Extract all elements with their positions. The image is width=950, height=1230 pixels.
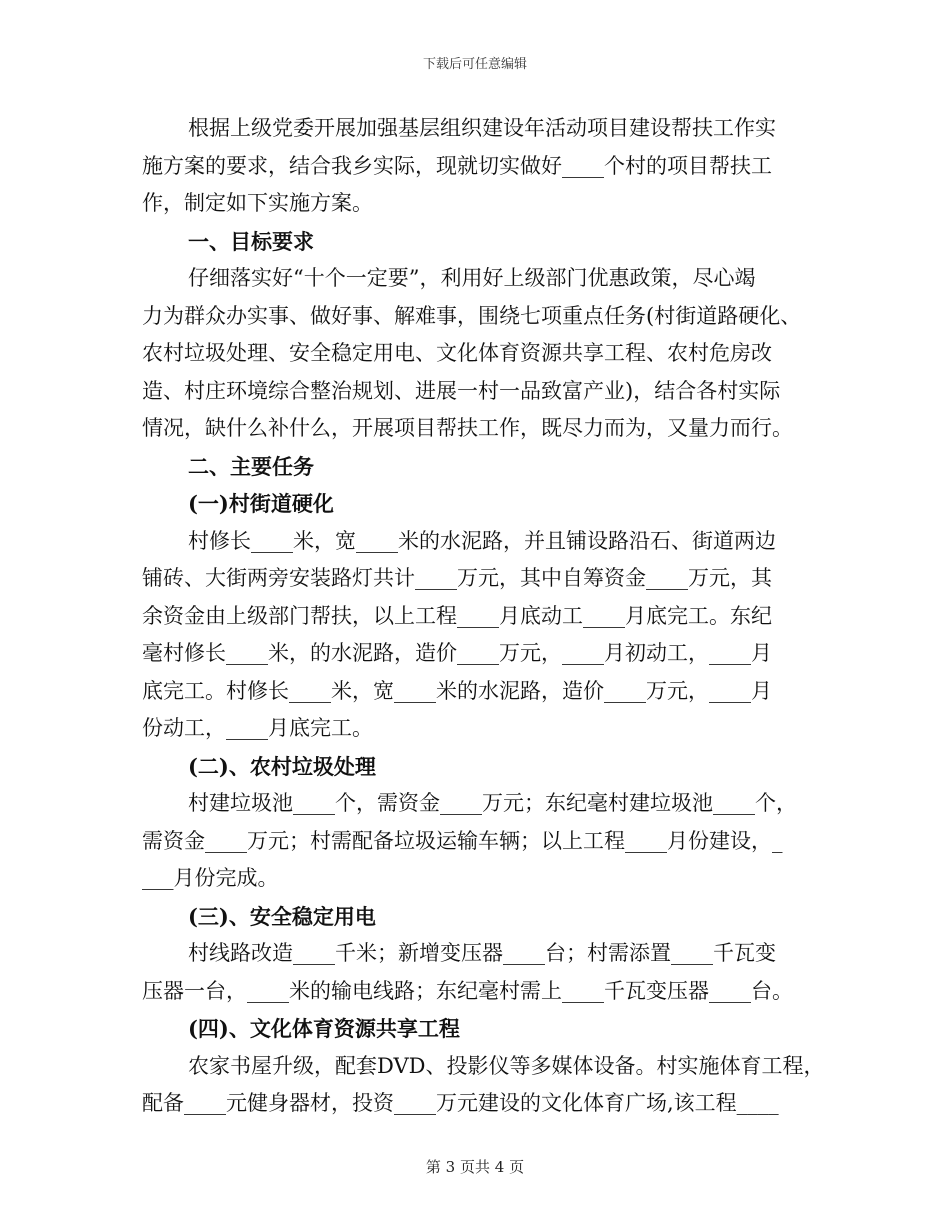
- paragraph-line: 份动工，____月底完工。: [142, 716, 373, 740]
- paragraph-line: 作，制定如下实施方案。: [142, 191, 373, 215]
- paragraph-line: 村建垃圾池____个，需资金____万元；东纪毫村建垃圾池____个，: [188, 791, 797, 815]
- section-heading: 二、主要任务: [188, 453, 314, 479]
- paragraph-line: ___月份完成。: [142, 866, 279, 890]
- paragraph-line: 压器一台，____米的输电线路；东纪毫村需上____千瓦变压器____台。: [142, 978, 793, 1003]
- paragraph-line: 余资金由上级部门帮扶，以上工程____月底动工____月底完工。东纪: [142, 603, 772, 628]
- paragraph-line: 农村垃圾处理、安全稳定用电、文化体育资源共享工程、农村危房改: [142, 341, 772, 365]
- section-heading: 一、目标要求: [188, 228, 314, 254]
- subsection-heading: (四)、文化体育资源共享工程: [188, 1016, 460, 1041]
- paragraph-line: 力为群众办实事、做好事、解难事，围绕七项重点任务(村街道路硬化、: [142, 303, 802, 328]
- paragraph-line: 需资金____万元；村需配备垃圾运输车辆；以上工程____月份建设，_: [142, 828, 783, 853]
- paragraph-line: 配备____元健身器材，投资____万元建设的文化体育广场,该工程____: [142, 1091, 779, 1115]
- paragraph-line: 村线路改造____千米；新增变压器____台；村需添置____千瓦变: [188, 941, 776, 965]
- page-footer: 第 3 页共 4 页: [425, 1158, 525, 1176]
- paragraph-line: 毫村修长____米，的水泥路，造价____万元，____月初动工，____月: [142, 641, 772, 665]
- paragraph-line: 仔细落实好“十个一定要”，利用好上级部门优惠政策，尽心竭: [188, 266, 756, 290]
- paragraph-line: 造、村庄环境综合整治规划、进展一村一品致富产业)，结合各村实际: [142, 378, 781, 403]
- paragraph-line: 底完工。村修长____米，宽____米的水泥路，造价____万元，____月: [142, 678, 772, 703]
- subsection-heading: (三)、安全稳定用电: [188, 903, 376, 929]
- paragraph-line: 根据上级党委开展加强基层组织建设年活动项目建设帮扶工作实: [188, 116, 776, 140]
- paragraph-line: 施方案的要求，结合我乡实际，现就切实做好____个村的项目帮扶工: [142, 153, 772, 178]
- subsection-heading: (一)村街道硬化: [188, 491, 334, 516]
- paragraph-line: 农家书屋升级，配套DVD、投影仪等多媒体设备。村实施体育工程，: [188, 1053, 825, 1078]
- page-header: 下载后可任意编辑: [422, 57, 527, 72]
- paragraph-line: 铺砖、大街两旁安装路灯共计____万元，其中自筹资金____万元，其: [142, 566, 772, 590]
- paragraph-line: 情况，缺什么补什么，开展项目帮扶工作，既尽力而为，又量力而行。: [142, 416, 793, 440]
- subsection-heading: (二)、农村垃圾处理: [188, 753, 376, 779]
- document-body: [142, 110, 832, 1123]
- paragraph-line: 村修长____米，宽____米的水泥路，并且铺设路沿石、街道两边: [188, 528, 776, 553]
